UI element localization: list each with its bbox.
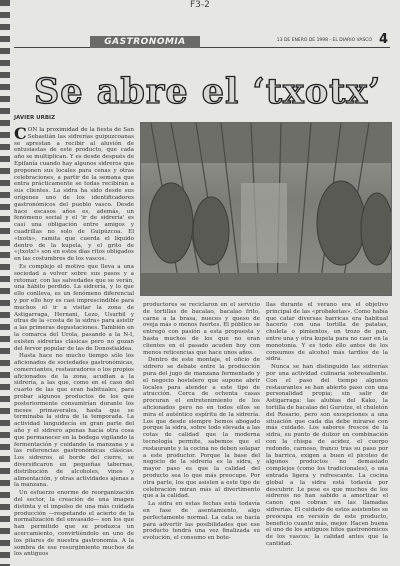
page-header [14,32,390,48]
binder-holes [0,0,10,566]
article-column-3 [266,302,388,557]
section-title: GASTRONOMIA [90,36,200,48]
paragraph: Dentro de este montaje, el oficio de sidrero se debate entre la producción pura del jugo de manzana fermentado y el negocio hostelero que supone abrir locales para atender a este tipo de atracción. Cerca de ochenta casas procuran el entretenimiento de los aficionados pero no en todos ellos se mira el auténtico espíritu de la sidrería. Los que desde siempre hemos abogado porque la sidra, sobre todo elevada a las cotas de calidad que la moderna tecnología permite, sabemos que el restaurante y la cocina no deben solapar a este productor. Porque la base del negocio de la sidrería es la sidra, y mayor paso es que la calidad del producto sea lo que más preocupe. Por otra parte, los que asisten a este tipo de celebración miran más al divertimento que a la calidad. [143,357,260,500]
dateline: 13 DE ENERO DE 1998 - EL DIARIO VASCO [276,38,372,43]
paragraph: Un esfuerzo enorme de reorganización del sector, la creación de una imagen distinta y el impulso de una más cuidada producción —respetando el acierto de la normalización del envasado— son los que han permitido que se produzca un acercamiento, convirtiéndolo en uno de los pilares de nuestra gastronomía. A la sombra de ese resurgimiento muchos de los antiguos [14,490,134,558]
drop-cap: C [14,124,27,143]
paragraph: llas durante el verano era el objetivo principal de las «probaketas». Como había que catar diversas barricas era habitual hacerlo con una tortilla de patatas, chuleta o pimientos, un trozo de pan, entre una y otra kupela para no caer en la monotonía. Y es todo ello antes de los consumos de alcohol más tardíos de la sidra. [266,302,388,363]
page-number: 4 [378,32,388,47]
paragraph: La sidra en estas fechas está todavía en fase de asentamiento, algo perfectamente normal. La cata se hacía para advertir las posibilidades que ese producto tendrá una vez finalizada su evolución, el consumo en bote- [143,501,260,542]
byline: JAVIER URBIZ [14,115,56,121]
kupelas-illustration [141,123,391,295]
page-marker: F3-2 [190,0,210,10]
article-column-2 [143,302,260,557]
paragraph: Es complejo el motivo que lleva a una sociedad a volver sobre sus pasos y a retomar, con las salvedades que se verán, una hábito perdido. La sidrería, y lo que ello conlleva, es un fenómeno diferencial y por ello hoy es casi imprescindible para muchos el ir a visitar la zona de Astigarraga, Hernani, Lezo, Usurbil y otras de la «costa de la sidra» para asistir a las primeras degustaciones. También en la comarca del Urola, pasando a la N-I, existen sidrerías clásicas pero no gozan del fervor popular de las de Donostialdea. [14,263,134,352]
headline: Se abre el ‘txotx’ [34,71,382,112]
paragraph: Nunca se han distinguido las sidrerías por una actividad culinaria sobresaliente. Con el paso del tiempo algunos restaurantes se han abierto paso con una personalidad propia; sin salir de Astigarraga: las alubias del Kako, la tortilla de bacalao del Gurutze, el chuletón del Rosario, pero son excepciones a una situación que cada día debe mirarse con más cuidado. Los sabores frescos de la sidra, su punto de dulzor en combinación con la chispa de acidez, el cuerpo redondo, carnoso, franco tras su paso por la barrica, exigen a buen el picoteo de algunos productos no demasiado complejos (como los tradicionales), o una entrada ligera y refrescante. La cocina global a la sidra está todavía por descubrir. Le pese es que muchos de los sidreros no han sabido a amortizar el canon que cobran en las llamadas sidrerías. El cuidado de estos asistentes se preocupa en versión de este producto, beneficio cuanto más, mejor. Hacen buena el uno de los antiguos hitos gastronómicos de los vascos: la calidad antes que la cantidad. [266,364,388,547]
sidreria-photo [140,122,392,296]
paragraph: Hasta hace no mucho tiempo sólo los aficionados de sociedades gastronómicas, comerciantes, restauradores o los propios aficionados de la zona, acudían a la sidrería, a las que, como en el caso del cuarto de las que eran habituales, para probar algunos productos de los que posteriormente consumirían durante los meses primaverales, hasta que se terminaba la sidra de la temporada. La actividad languidecía en gran parte del año y el sidrero apenas hacía otra cosa que permanecer en la bodega vigilando la fermentación y cuidando la manzana y a las referencias gastronómicas clásicas. Los sidreros, al borde del cierre, se diversificaron en pequeñas tabernas, distribución de alcoholes, vinos y alimentación, y otras actividades ajenas a la manzana. [14,353,134,489]
paragraph: ON la proximidad de la fiesta de San Sebastián las sidrerías guipuzcoanas se aprestan a recibir al aluvión de entusiastas de este producto, que cada año se multiplican. Y es desde después de Epifanía cuando hay algunos sidreros que proponen sus locales para cenas y otras celebraciones, a partir de la semana que entra prácticamente se todas recibirán a sus clientes. La sidra ha sido desde sus orígenes uno de los identificadores gastronómicos del pueblo vasco. Desde hace escasos años es, además, un fenómeno social y el 'ir de sidrería' es casi una obligación entre amigos y cuadrillas no solo de Guipúzcoa. El «txotx», ramita que cuerda el líquido dentro de la kupela, y el grito de «¡txotx!» son en estos días ritos obligados en las costumbres de los vascos. [14,127,134,263]
article-column-1 [14,124,134,558]
paragraph: productores se reciclaron en el servicio de tortillas de bacalao, bacalao frito, carne a la brasa, nueces y queso de oveja más o menos fuertes. El público se entregó con pasión a esta propuesta y hasta muchos de los que no eran clientes en el pasado acuden hoy con menos reticencias que hace unos años. [143,302,260,356]
header-rule [14,47,390,48]
